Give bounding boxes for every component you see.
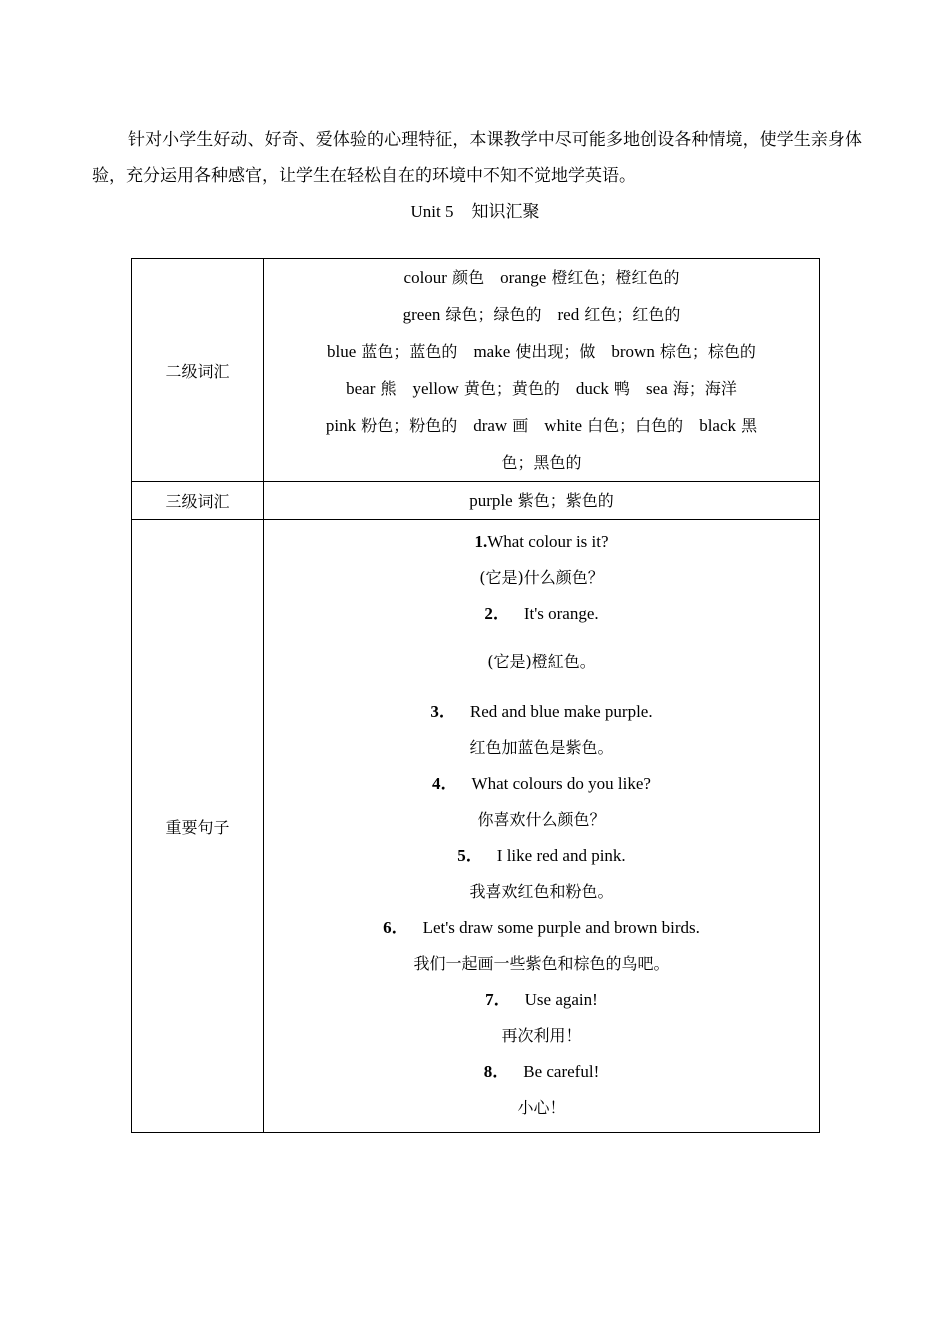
vocab-line bbox=[286, 407, 797, 444]
sentence-number: 7． bbox=[485, 990, 511, 1009]
vocab-word bbox=[501, 453, 581, 472]
sentence-en bbox=[264, 766, 819, 802]
sentence-number: 5． bbox=[457, 846, 483, 865]
sentence-translation: 我喜欢红色和粉色。 bbox=[469, 882, 614, 901]
vocab-line bbox=[286, 333, 797, 370]
sentence-en bbox=[264, 524, 819, 560]
sentence-text: It's orange. bbox=[523, 604, 599, 623]
vocab-line bbox=[286, 296, 797, 333]
vocab-word-zh: 使出现；做 bbox=[515, 342, 596, 361]
vocab-word bbox=[646, 379, 737, 398]
sentences-label: 重要句子 bbox=[132, 520, 264, 1133]
sentence-translation: 你喜欢什么颜色？ bbox=[477, 810, 606, 829]
vocab-word-en: draw bbox=[473, 416, 508, 435]
vocab-word bbox=[473, 416, 528, 435]
vocab-word-en: pink bbox=[325, 416, 357, 435]
level2-label: 二级词汇 bbox=[132, 259, 264, 482]
sentence-number: 4． bbox=[432, 774, 458, 793]
sentence-text: I like red and pink. bbox=[496, 846, 626, 865]
sentence-number: 1. bbox=[474, 532, 488, 551]
vocab-word-zh: 黄色；黄色的 bbox=[463, 379, 560, 398]
sentence-number: 2． bbox=[484, 604, 510, 623]
vocab-word-en: duck bbox=[575, 379, 609, 398]
vocab-word-en: green bbox=[402, 305, 441, 324]
table-row-sentences bbox=[132, 520, 820, 1133]
intro-paragraph: 针对小学生好动、好奇、爱体验的心理特征，本课教学中尽可能多地创设各种情境，使学生亲身体验，充分运用各种感官，让学生在轻松自在的环境中不知不觉地学英语。 bbox=[92, 130, 862, 186]
sentence-en bbox=[264, 838, 819, 874]
knowledge-table bbox=[131, 258, 820, 1133]
sentence-en bbox=[264, 694, 819, 730]
sentence-translation: 红色加蓝色是紫色。 bbox=[469, 738, 614, 757]
vocab-word bbox=[500, 268, 679, 287]
vocab-word-en: white bbox=[544, 416, 583, 435]
vocab-word-zh: 颜色 bbox=[452, 268, 485, 287]
vocab-word-zh: 鸭 bbox=[614, 379, 631, 398]
vocab-word-zh: 绿色；绿色的 bbox=[445, 305, 542, 324]
vocab-word bbox=[699, 416, 757, 435]
sentence-text: Red and blue make purple. bbox=[469, 702, 653, 721]
vocab-word-zh: 橙红色；橙红色的 bbox=[551, 268, 680, 287]
sentence-translation: 小心！ bbox=[517, 1098, 566, 1117]
vocab-word-en: red bbox=[557, 305, 580, 324]
level3-label: 三级词汇 bbox=[132, 482, 264, 520]
vocab-word-en: sea bbox=[646, 379, 668, 398]
vocab-word-zh: 粉色；粉色的 bbox=[361, 416, 458, 435]
vocab-line bbox=[286, 259, 797, 296]
sentence-translation: 再次利用！ bbox=[501, 1026, 582, 1045]
sentence-text: Be careful! bbox=[523, 1062, 600, 1081]
sentence-number: 6． bbox=[383, 918, 409, 937]
vocab-word bbox=[413, 379, 560, 398]
vocab-word bbox=[346, 379, 396, 398]
vocab-word-en: black bbox=[699, 416, 737, 435]
table-row-level3 bbox=[132, 482, 820, 520]
vocab-word-zh: 色；黑色的 bbox=[501, 453, 582, 472]
vocab-word bbox=[404, 268, 485, 287]
sentence-translation: (它是)橙紅色。 bbox=[487, 652, 596, 671]
sentence-number: 3． bbox=[430, 702, 456, 721]
unit-title bbox=[0, 197, 950, 222]
vocab-word bbox=[576, 379, 630, 398]
vocab-word bbox=[326, 416, 457, 435]
vocab-word bbox=[403, 305, 542, 324]
vocab-word-zh: 画 bbox=[512, 416, 529, 435]
vocab-word-en: colour bbox=[403, 268, 447, 287]
sentence-text: What colour is it? bbox=[487, 532, 609, 551]
vocab-word bbox=[611, 342, 756, 361]
level2-vocab-list bbox=[264, 259, 819, 481]
vocab-line bbox=[286, 370, 797, 407]
vocab-word-zh: 熊 bbox=[380, 379, 397, 398]
vocab-word-zh: 棕色；棕色的 bbox=[659, 342, 756, 361]
vocab-word bbox=[558, 305, 681, 324]
level2-vocab-cell bbox=[264, 259, 820, 482]
sentences-cell bbox=[264, 520, 820, 1133]
vocab-word-en: yellow bbox=[412, 379, 459, 398]
vocab-word-zh: 黑 bbox=[741, 416, 758, 435]
vocab-word bbox=[544, 416, 683, 435]
unit-name: Unit 5 bbox=[410, 202, 454, 221]
sentence-list bbox=[264, 520, 819, 1132]
unit-topic: 知识汇聚 bbox=[471, 202, 540, 222]
vocab-word-zh: 白色；白色的 bbox=[587, 416, 684, 435]
sentence-translation: (它是)什么颜色？ bbox=[479, 568, 604, 587]
vocab-word-zh: 紫色；紫色的 bbox=[517, 491, 614, 510]
vocab-word-zh: 海；海洋 bbox=[672, 379, 737, 398]
sentence-en bbox=[264, 596, 819, 632]
vocab-word bbox=[327, 342, 457, 361]
sentence-en bbox=[264, 982, 819, 1018]
level3-vocab-cell bbox=[264, 482, 820, 520]
vocab-word-en: bear bbox=[346, 379, 376, 398]
sentence-number: 8． bbox=[483, 1062, 510, 1081]
sentence-text: Use again! bbox=[524, 990, 598, 1009]
vocab-word-en: make bbox=[473, 342, 511, 361]
vocab-word bbox=[473, 342, 595, 361]
vocab-word-en: purple bbox=[469, 491, 513, 510]
vocab-word-zh: 蓝色；蓝色的 bbox=[361, 342, 458, 361]
sentence-en bbox=[264, 1054, 819, 1090]
vocab-word-en: orange bbox=[500, 268, 547, 287]
sentence-translation: 我们一起画一些紫色和棕色的鸟吧。 bbox=[413, 954, 670, 973]
table-row-level2 bbox=[132, 259, 820, 482]
vocab-line bbox=[286, 444, 797, 481]
level3-vocab-list bbox=[264, 482, 819, 519]
sentence-text: Let's draw some purple and brown birds. bbox=[422, 918, 700, 937]
vocab-word-en: brown bbox=[611, 342, 655, 361]
vocab-word bbox=[469, 491, 614, 510]
sentence-text: What colours do you like? bbox=[471, 774, 651, 793]
vocab-word-en: blue bbox=[327, 342, 357, 361]
vocab-word-zh: 红色；红色的 bbox=[584, 305, 681, 324]
sentence-en bbox=[264, 910, 819, 946]
